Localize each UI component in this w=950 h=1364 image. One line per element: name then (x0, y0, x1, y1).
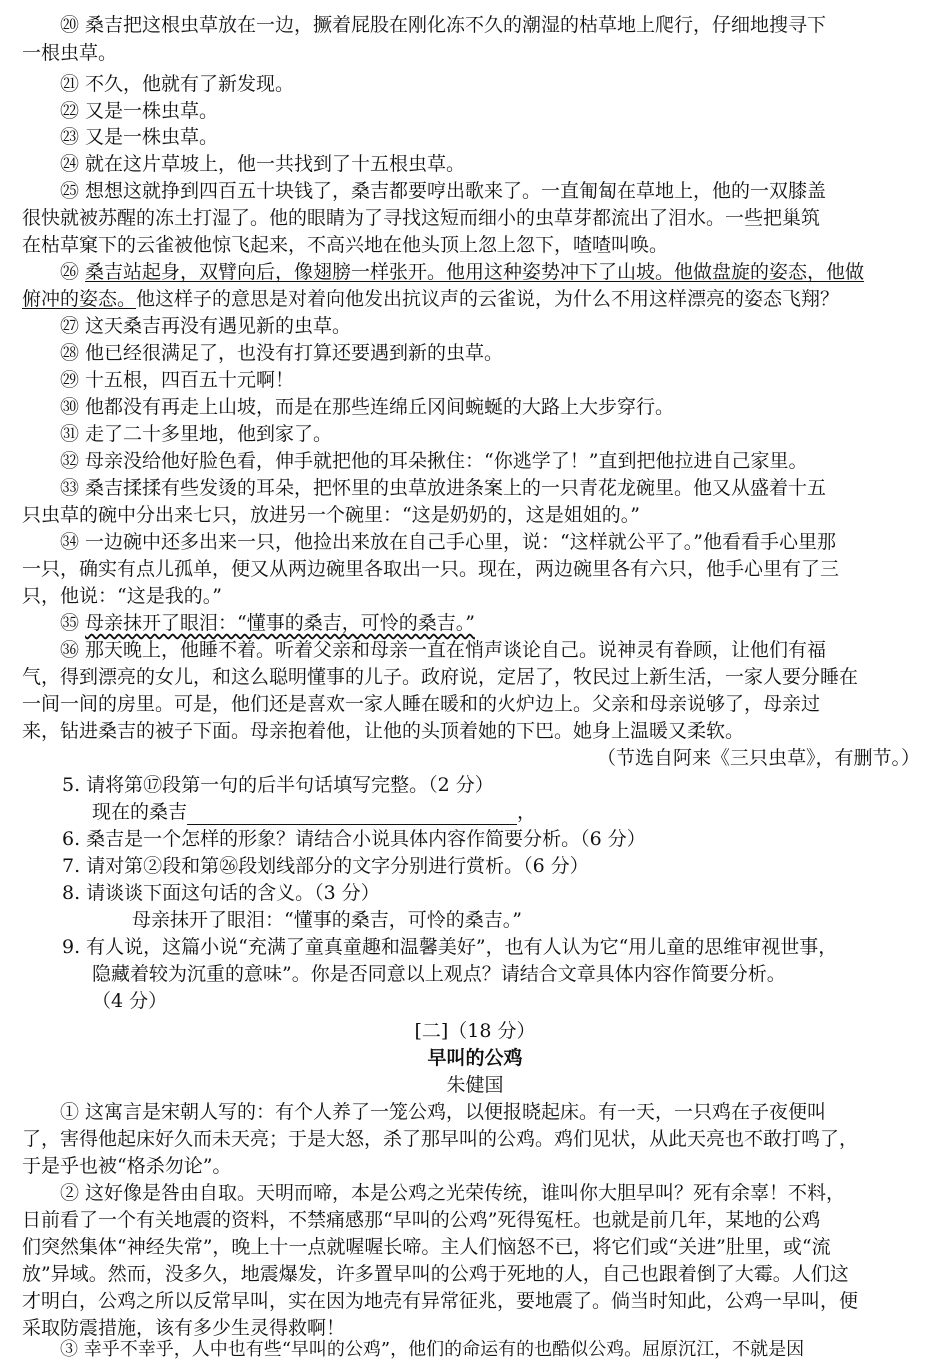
paragraph-25-line3: 在枯草窠下的云雀被他惊飞起来，不高兴地在他头顶上忽上忽下，喳喳叫唤。 (22, 234, 669, 256)
paragraph-26-number: ㉖ (60, 261, 86, 283)
article-paragraph-2-line2: 日前看了一个有关地震的资料，不禁痛感那“早叫的公鸡”死得冤枉。也就是前几年，某地的公鸡 (22, 1209, 821, 1231)
paragraph-34-line1: ㉞ 一边碗中还多出来一只，他捡出来放在自己手心里，说：“这样就公平了。”他看看手心里那 (60, 531, 836, 553)
article-title: 早叫的公鸡 (427, 1047, 523, 1069)
article-paragraph-2-line3: 们突然集体“神经失常”，晚上十一点就喔喔长啼。主人们恼怒不已，将它们或“关进”肚里，或“流 (22, 1236, 831, 1258)
paragraph-36-line3: 一间一间的房里。可是，他们还是喜欢一家人睡在暖和的火炉边上。父亲和母亲说够了，母亲过 (22, 693, 821, 715)
paragraph-26-line1 (60, 259, 950, 285)
article-paragraph-1-line2: 了，害得他起床好久而未天亮；于是大怒，杀了那早叫的公鸡。鸡们见状，从此天亮也不敢打鸣了， (22, 1128, 859, 1150)
paragraph-33-line1: ㉝ 桑吉揉揉有些发烫的耳朵，把怀里的虫草放进条案上的一只青花龙碗里。他又从盛着十五 (60, 477, 827, 499)
paragraph-36-line2: 气，得到漂亮的女儿，和这么聪明懂事的儿子。政府说，定居了，牧民过上新生活，一家人要分睡在 (22, 666, 859, 688)
answer-blank[interactable] (187, 806, 517, 825)
article-paragraph-2-line6: 采取防震措施，该有多少生灵得救啊！ (22, 1317, 346, 1339)
article-paragraph-1-line1: ① 这寓言是宋朝人写的：有个人养了一笼公鸡，以便报晓起床。有一天，一只鸡在子夜便叫 (60, 1101, 827, 1123)
question-9-line1: 9. 有人说，这篇小说“充满了童真童趣和温馨美好”，也有人认为它“用儿童的思维审视世事， (62, 936, 838, 958)
article-author: 朱健国 (446, 1074, 504, 1096)
question-7: 7. 请对第②段和第㉖段划线部分的文字分别进行赏析。（6 分） (62, 855, 589, 877)
source-citation: （节选自阿来《三只虫草》，有删节。） (596, 747, 920, 769)
section-2-heading: [二]（18 分） (414, 1020, 536, 1042)
article-paragraph-2-line5: 才明白，公鸡之所以反常早叫，实在因为地壳有异常征兆，要地震了。倘当时知此，公鸡一早叫，便 (22, 1290, 859, 1312)
question-6: 6. 桑吉是一个怎样的形象？请结合小说具体内容作简要分析。（6 分） (62, 828, 646, 850)
paragraph-26-line2 (22, 286, 950, 312)
paragraph-31: ㉛ 走了二十多里地，他到家了。 (60, 423, 333, 445)
paragraph-22: ㉒ 又是一株虫草。 (60, 100, 219, 122)
article-paragraph-2-line4: 放”异域。然而，没多久，地震爆发，许多置早叫的公鸡于死地的人，自己也跟着倒了大霉。人们这 (22, 1263, 849, 1285)
paragraph-23: ㉓ 又是一株虫草。 (60, 126, 219, 148)
paragraph-35-number: ㉟ (60, 612, 86, 634)
paragraph-34-line3: 只，他说：“这是我的。” (22, 585, 222, 607)
question-5-prompt: 现在的桑吉 (92, 801, 188, 823)
paragraph-32: ㉜ 母亲没给他好脸色看，伸手就把他的耳朵揪住：“你逃学了！”直到把他拉进自己家里。 (60, 450, 808, 472)
article-paragraph-2-line1: ② 这好像是咎由自取。天明而啼，本是公鸡之光荣传统，谁叫你大胆早叫？死有余辜！不料， (60, 1182, 846, 1204)
paragraph-29: ㉙ 十五根，四百五十元啊！ (60, 369, 295, 391)
question-8: 8. 请谈谈下面这句话的含义。（3 分） (62, 882, 380, 904)
paragraph-26-underlined-2: 俯冲的姿态。 (22, 288, 137, 310)
paragraph-24: ㉔ 就在这片草坡上，他一共找到了十五根虫草。 (60, 153, 466, 175)
paragraph-33-line2: 只虫草的碗中分出来七只，放进另一个碗里：“这是奶奶的，这是姐姐的。” (22, 504, 640, 526)
paragraph-25-line1: ㉕ 想想这就挣到四百五十块钱了，桑吉都要哼出歌来了。一直匍匐在草地上，他的一双膝盖 (60, 180, 827, 202)
paragraph-20-line1: ⑳ 桑吉把这根虫草放在一边，撅着屁股在刚化冻不久的潮湿的枯草地上爬行，仔细地搜寻下 (60, 14, 827, 36)
article-paragraph-3: ③ 幸乎不幸乎，人中也有些“早叫的公鸡”，他们的命运有的也酷似公鸡。屈原沉江，不就是因 (60, 1339, 805, 1360)
paragraph-36-line1: ㊱ 那天晚上，他睡不着。听着父亲和母亲一直在悄声谈论自己。说神灵有眷顾，让他们有福 (60, 639, 827, 661)
paragraph-34-line2: 一只，确实有点儿孤单，便又从两边碗里各取出一只。现在，两边碗里各有六只，他手心里有了三 (22, 558, 840, 580)
paragraph-28: ㉘ 他已经很满足了，也没有打算还要遇到新的虫草。 (60, 342, 504, 364)
paragraph-35 (60, 610, 950, 636)
paragraph-25-line2: 很快就被苏醒的冻土打湿了。他的眼睛为了寻找这短而细小的虫草芽都流出了泪水。一些把巢筑 (22, 207, 821, 229)
paragraph-26-rest: 他这样子的意思是对着向他发出抗议声的云雀说，为什么不用这样漂亮的姿态飞翔？ (136, 288, 840, 310)
article-paragraph-1-line3: 于是乎也被“格杀勿论”。 (22, 1155, 232, 1177)
paragraph-30: ㉚ 他都没有再走上山坡，而是在那些连绵丘冈间蜿蜒的大路上大步穿行。 (60, 396, 675, 418)
paragraph-35-wavy-text: 母亲抹开了眼泪：“懂事的桑吉，可怜的桑吉。” (85, 612, 475, 634)
question-5-answer-line (92, 799, 950, 825)
paragraph-20-line2: 一根虫草。 (22, 42, 118, 64)
question-5: 5. 请将第⑰段第一句的后半句话填写完整。（2 分） (62, 774, 494, 796)
question-9-line2: 隐藏着较为沉重的意味”。你是否同意以上观点？请结合文章具体内容作简要分析。 (92, 963, 786, 985)
question-8-quote: 母亲抹开了眼泪：“懂事的桑吉，可怜的桑吉。” (132, 909, 522, 931)
question-5-comma: ， (517, 801, 537, 823)
question-9-line3: （4 分） (92, 990, 168, 1012)
paragraph-36-line4: 来，钻进桑吉的被子下面。母亲抱着他，让他的头顶着她的下巴。她身上温暖又柔软。 (22, 720, 745, 742)
paragraph-27: ㉗ 这天桑吉再没有遇见新的虫草。 (60, 315, 352, 337)
paragraph-21: ㉑ 不久，他就有了新发现。 (60, 73, 295, 95)
paragraph-26-underlined-1: 桑吉站起身，双臂向后，像翅膀一样张开。他用这种姿势冲下了山坡。他做盘旋的姿态，他做 (85, 261, 865, 283)
